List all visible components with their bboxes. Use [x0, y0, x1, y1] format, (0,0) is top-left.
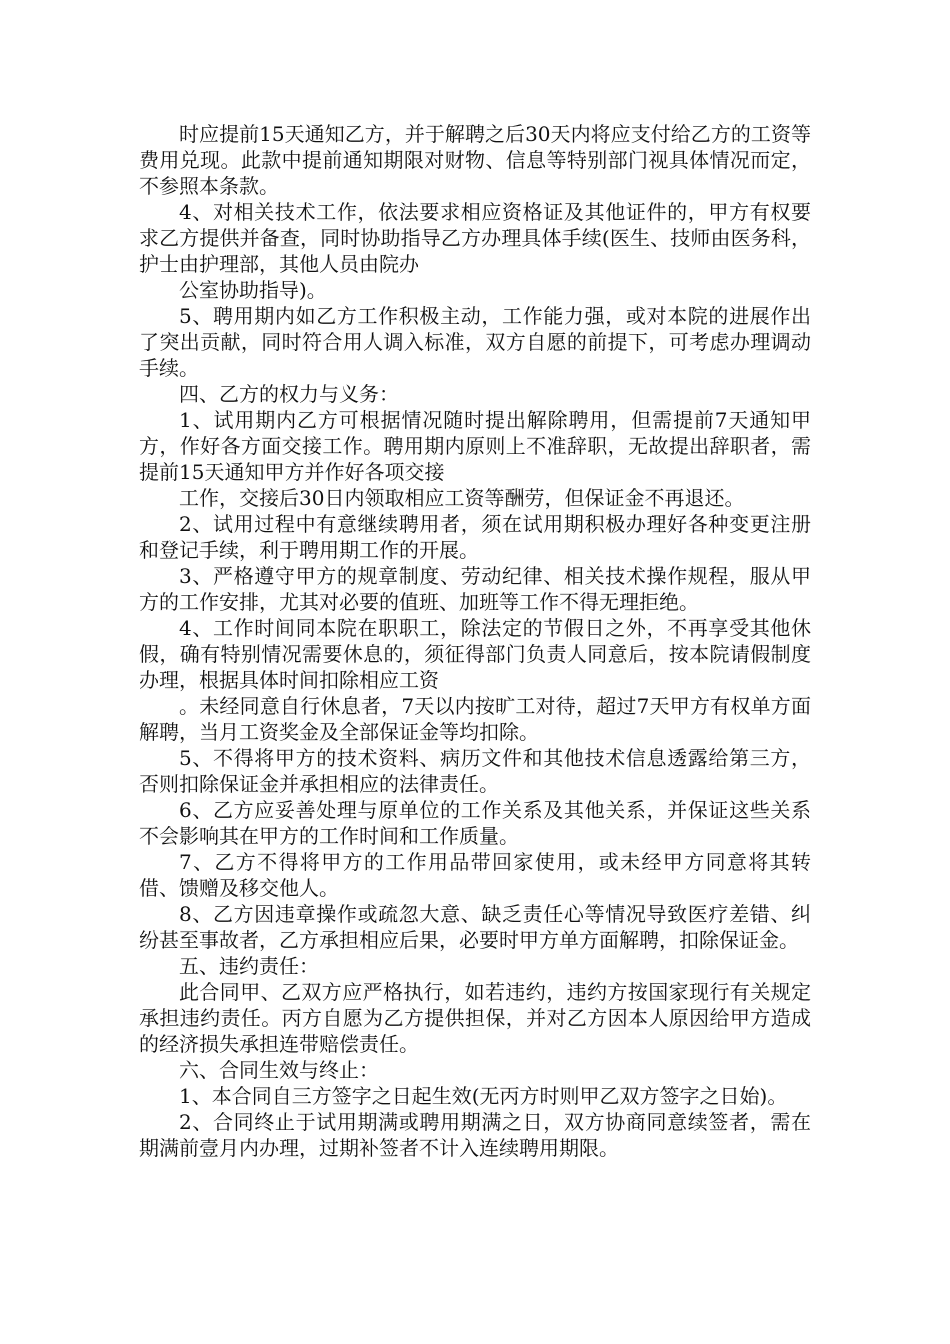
paragraph-12: 5、不得将甲方的技术资料、病历文件和其他技术信息透露给第三方，否则扣除保证金并承担相应的法律责任。 [139, 746, 811, 796]
section-heading-5: 五、违约责任： [179, 954, 319, 978]
paragraph-10: 4、工作时间同本院在职职工，除法定的节假日之外，不再享受其他休假，确有特别情况需要休息的，须征得部门负责人同意后，按本院请假制度办理，根据具体时间扣除相应工资 [139, 616, 811, 692]
document-page [139, 121, 811, 1161]
paragraph-13: 6、乙方应妥善处理与原单位的工作关系及其他关系，并保证这些关系不会影响其在甲方的工作时间和工作质量。 [139, 798, 811, 848]
paragraph-7: 工作，交接后30日内领取相应工资等酬劳，但保证金不再退还。 [179, 486, 745, 510]
section-heading-4: 四、乙方的权力与义务： [179, 382, 399, 406]
paragraph-19: 1、本合同自三方签字之日起生效(无丙方时则甲乙双方签字之日始)。 [179, 1084, 788, 1108]
paragraph-9: 3、严格遵守甲方的规章制度、劳动纪律、相关技术操作规程，服从甲方的工作安排，尤其对必要的值班、加班等工作不得无理拒绝。 [139, 564, 811, 614]
paragraph-3: 公室协助指导)。 [179, 278, 327, 302]
paragraph-11: 。未经同意自行休息者，7天以内按旷工对待，超过7天甲方有权单方面解聘，当月工资奖金及全部保证金等均扣除。 [139, 694, 811, 744]
section-heading-6: 六、合同生效与终止： [179, 1058, 379, 1082]
paragraph-17: 此合同甲、乙双方应严格执行，如若违约，违约方按国家现行有关规定承担违约责任。丙方自愿为乙方提供担保，并对乙方因本人原因给甲方造成的经济损失承担连带赔偿责任。 [139, 980, 811, 1056]
paragraph-8: 2、试用过程中有意继续聘用者，须在试用期积极办理好各种变更注册和登记手续，利于聘用期工作的开展。 [139, 512, 811, 562]
paragraph-1: 时应提前15天通知乙方，并于解聘之后30天内将应支付给乙方的工资等费用兑现。此款中提前通知期限对财物、信息等特别部门视具体情况而定，不参照本条款。 [139, 122, 811, 198]
paragraph-6: 1、试用期内乙方可根据情况随时提出解除聘用，但需提前7天通知甲方，作好各方面交接工作。聘用期内原则上不准辞职，无故提出辞职者，需提前15天通知甲方并作好各项交接 [139, 408, 811, 484]
paragraph-2: 4、对相关技术工作，依法要求相应资格证及其他证件的，甲方有权要求乙方提供并备查，同时协助指导乙方办理具体手续(医生、技师由医务科，护士由护理部，其他人员由院办 [139, 200, 811, 276]
paragraph-14: 7、乙方不得将甲方的工作用品带回家使用，或未经甲方同意将其转借、馈赠及移交他人。 [139, 850, 811, 900]
paragraph-20: 2、合同终止于试用期满或聘用期满之日，双方协商同意续签者，需在期满前壹月内办理，过期补签者不计入连续聘用期限。 [139, 1110, 811, 1160]
paragraph-15: 8、乙方因违章操作或疏忽大意、缺乏责任心等情况导致医疗差错、纠纷甚至事故者，乙方承担相应后果，必要时甲方单方面解聘，扣除保证金。 [139, 902, 811, 952]
paragraph-4: 5、聘用期内如乙方工作积极主动，工作能力强，或对本院的进展作出了突出贡献，同时符合用人调入标准，双方自愿的前提下，可考虑办理调动手续。 [139, 304, 811, 380]
